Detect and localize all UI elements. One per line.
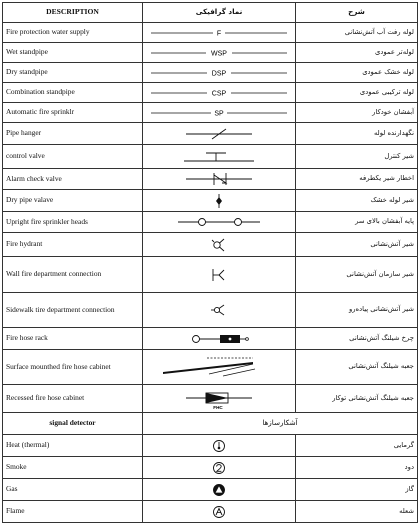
line-CSP-icon (143, 83, 296, 103)
row-description: Upright fire sprinkler heads (3, 212, 143, 233)
header-symbol: نماد گرافیکی (143, 3, 296, 23)
row-persian: گاز (296, 479, 418, 501)
table-row (3, 63, 418, 83)
row-persian: لوله‌تر عمودی (296, 43, 418, 63)
fire-hydrant-icon (143, 233, 296, 257)
sidewalk-fd-connection-icon (143, 293, 296, 328)
fhc-label: FHC (213, 404, 223, 410)
row-persian: گرمایی (296, 435, 418, 457)
header-description: DESCRIPTION (3, 3, 143, 23)
row-description: Heat (thermal) (3, 435, 143, 457)
table-row (3, 169, 418, 190)
table-row (3, 328, 418, 350)
table-row (3, 385, 418, 413)
row-persian: شیر لوله خشک (296, 190, 418, 212)
gas-detector-icon (143, 479, 296, 501)
row-persian: آبفشان خودکار (296, 103, 418, 123)
row-description: Dry standpipe (3, 63, 143, 83)
section-header-row (3, 413, 418, 435)
row-description: Alarm check valve (3, 169, 143, 190)
control-valve-icon (143, 145, 296, 169)
table-row (3, 190, 418, 212)
line-DSP-icon (143, 63, 296, 83)
table-header-row (3, 3, 418, 23)
table-row (3, 501, 418, 523)
fire-hose-rack-icon (143, 328, 296, 350)
table-row (3, 233, 418, 257)
line-SP-icon (143, 103, 296, 123)
dry-pipe-valve-icon (143, 190, 296, 212)
row-description: Surface mounthed fire hose cabinet (3, 350, 143, 385)
line-WSP-icon (143, 43, 296, 63)
row-description: Fire protection water supply (3, 23, 143, 43)
table-row (3, 257, 418, 293)
table-row (3, 83, 418, 103)
table-row (3, 435, 418, 457)
table-row (3, 43, 418, 63)
section-title: signal detector (3, 413, 143, 435)
fire-protection-symbols-table (2, 2, 418, 523)
table-row (3, 123, 418, 145)
row-description: Fire hose rack (3, 328, 143, 350)
table-row (3, 457, 418, 479)
section-title-persian: آشکارسازها (143, 413, 418, 435)
upright-sprinkler-icon (143, 212, 296, 233)
row-description: Smoke (3, 457, 143, 479)
row-description: Pipe hanger (3, 123, 143, 145)
table-row (3, 212, 418, 233)
row-persian: شیر کنترل (296, 145, 418, 169)
row-persian: چرخ شیلنگ آتش‌نشانی (296, 328, 418, 350)
table-row (3, 293, 418, 328)
header-persian: شرح (296, 3, 418, 23)
surface-hose-cabinet-icon (143, 350, 296, 385)
line-code-label: DSP (211, 70, 227, 77)
row-persian: لوله رفت آب آتش‌نشانی (296, 23, 418, 43)
row-description: Gas (3, 479, 143, 501)
row-description: Combination standpipe (3, 83, 143, 103)
row-description: Fire hydrant (3, 233, 143, 257)
row-description: control valve (3, 145, 143, 169)
flame-detector-icon (143, 501, 296, 523)
table-row (3, 350, 418, 385)
row-persian: لوله ترکیبی عمودی (296, 83, 418, 103)
row-persian: اخطار شیر یکطرفه (296, 169, 418, 190)
line-code-label: WSP (211, 50, 227, 57)
row-persian: شیر آتش‌نشانی پیاده‌رو (296, 293, 418, 328)
line-code-label: F (216, 30, 222, 37)
row-persian: شعله (296, 501, 418, 523)
row-description: Recessed fire hose cabinet (3, 385, 143, 413)
row-persian: دود (296, 457, 418, 479)
row-description: Automatic fire sprinklr (3, 103, 143, 123)
row-description: Wet standpipe (3, 43, 143, 63)
alarm-check-valve-icon (143, 169, 296, 190)
row-description: Dry pipe valave (3, 190, 143, 212)
table-row (3, 103, 418, 123)
row-persian: لوله خشک عمودی (296, 63, 418, 83)
row-description: Flame (3, 501, 143, 523)
wall-fd-connection-icon (143, 257, 296, 293)
row-description: Wall fire department connection (3, 257, 143, 293)
row-persian: شیر سازمان آتش‌نشانی (296, 257, 418, 293)
recessed-hose-cabinet-icon (143, 385, 296, 413)
table-row (3, 479, 418, 501)
row-persian: جعبه شیلنگ آتش‌نشانی (296, 350, 418, 385)
row-persian: جعبه شیلنگ آتش‌نشانی توکار (296, 385, 418, 413)
heat-detector-icon (143, 435, 296, 457)
table-row (3, 23, 418, 43)
line-F-icon (143, 23, 296, 43)
table-row (3, 145, 418, 169)
smoke-detector-icon (143, 457, 296, 479)
row-description: Sidewalk tire department connection (3, 293, 143, 328)
row-persian: شیر آتش‌نشانی (296, 233, 418, 257)
line-code-label: SP (214, 110, 224, 117)
line-code-label: CSP (211, 90, 227, 97)
row-persian: نگهدارنده لوله (296, 123, 418, 145)
pipe-hanger-icon (143, 123, 296, 145)
row-persian: پایه آبفشان بالای سر (296, 212, 418, 233)
